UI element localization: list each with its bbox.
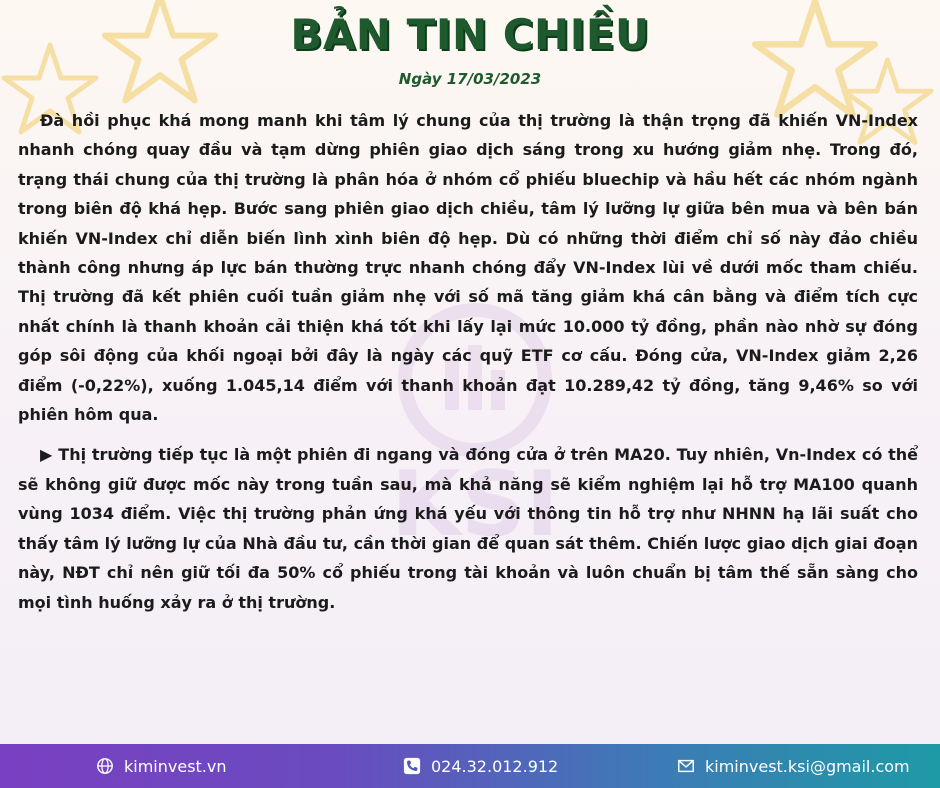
report-date: Ngày 17/03/2023 [398, 70, 542, 88]
phone-icon [403, 757, 421, 775]
article-body [18, 106, 918, 617]
footer-phone[interactable] [403, 744, 558, 788]
article-paragraph-2: ▶ Thị trường tiếp tục là một phiên đi ngang và đóng cửa ở trên MA20. Tuy nhiên, Vn-Index có thể sẽ không giữ được mốc này trong tuần sau, mà khả năng sẽ kiểm nghiệm lại hỗ trợ MA100 quanh vùng 1034 điểm. Việc thị trường phản ứng khá yếu với thông tin hỗ trợ như NHNN hạ lãi suất cho thấy tâm lý lưỡng lự của Nhà đầu tư, cần thời gian để quan sát thêm. Chiến lược giao dịch giai đoạn này, NĐT chỉ nên giữ tối đa 50% cổ phiếu trong tài khoản và luôn chuẩn bị tâm thế sẵn sàng cho mọi tình huống xảy ra ở thị trường. [18, 445, 918, 612]
svg-text:KSI: KSI [390, 452, 560, 557]
contact-footer [0, 744, 940, 788]
globe-icon [96, 757, 114, 775]
footer-email[interactable] [677, 744, 910, 788]
email-link[interactable]: kiminvest.ksi@gmail.com [705, 756, 910, 776]
footer-website[interactable] [96, 744, 227, 788]
page-title: BẢN TIN CHIỀU [290, 10, 650, 59]
mail-icon [677, 757, 695, 775]
article-paragraph-1: Đà hồi phục khá mong manh khi tâm lý chung của thị trường là thận trọng đã khiến VN-Index nhanh chóng quay đầu và tạm dừng phiên giao dịch sáng trong xu hướng giảm nhẹ. Trong đó, trạng thái chung của thị trường là phân hóa ở nhóm cổ phiếu bluechip và hầu hết các nhóm ngành trong biên độ khá hẹp. Bước sang phiên giao dịch chiều, tâm lý lưỡng lự giữa bên mua và bên bán khiến VN-Index chỉ diễn biến lình xình biên độ hẹp. Dù có những thời điểm chỉ số này đảo chiều thành công nhưng áp lực bán thường trực nhanh chóng đẩy VN-Index lùi về dưới mốc tham chiếu. Thị trường đã kết phiên cuối tuần giảm nhẹ với số mã tăng giảm khá cân bằng và điểm tích cực nhất chính là thanh khoản cải thiện khá tốt khi lấy lại mức 10.000 tỷ đồng, phần nào nhờ sự đóng góp sôi động của khối ngoại bởi đây là ngày các quỹ ETF cơ cấu. Đóng cửa, VN-Index giảm 2,26 điểm (-0,22%), xuống 1.045,14 điểm với thanh khoản đạt 10.289,42 tỷ đồng, tăng 9,46% so với phiên hôm qua. [18, 111, 918, 425]
website-link[interactable]: kiminvest.vn [124, 756, 227, 776]
phone-number[interactable]: 024.32.012.912 [431, 756, 559, 776]
